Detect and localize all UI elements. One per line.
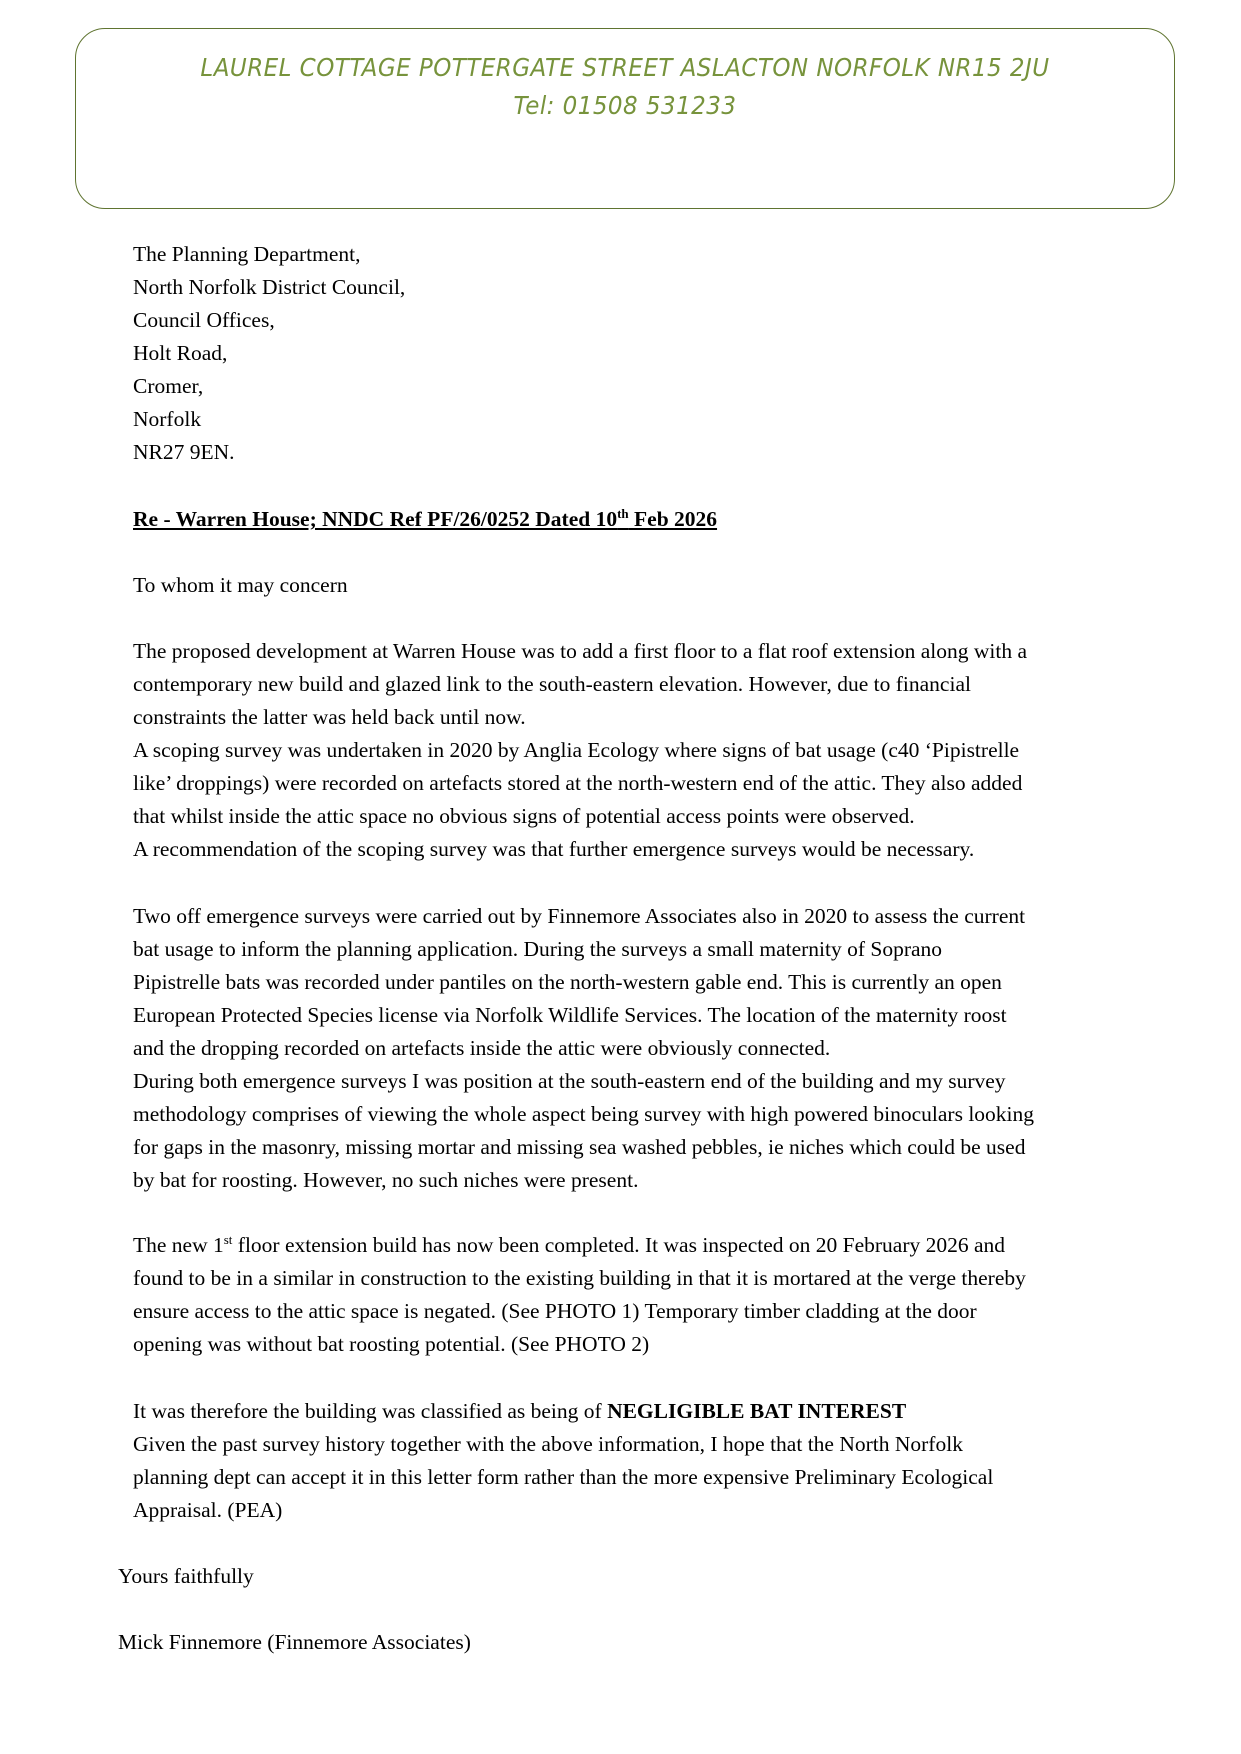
subject-line — [133, 503, 717, 536]
letterhead-box — [75, 28, 1175, 209]
salutation: To whom it may concern — [133, 573, 348, 597]
text-segment: floor extension build has now been completed. It was inspected on 20 February 2026 and — [232, 1233, 1006, 1257]
paragraph-1 — [133, 635, 1027, 866]
paragraph-2 — [133, 900, 1034, 1197]
text-line: Pipistrelle bats was recorded under pantiles on the north-western gable end. This is currently an open — [133, 970, 1002, 994]
superscript: st — [223, 1232, 233, 1247]
text-line: Given the past survey history together with the above information, I hope that the North Norfolk — [133, 1432, 963, 1456]
signature: Mick Finnemore (Finnemore Associates) — [118, 1630, 471, 1654]
text-line: North Norfolk District Council, — [133, 275, 406, 299]
text-line: Two off emergence surveys were carried out by Finnemore Associates also in 2020 to assess the current — [133, 904, 1026, 928]
text-segment: Feb 2026 — [628, 507, 718, 531]
text-line: like’ droppings) were recorded on artefacts stored at the north-western end of the attic. They also added — [133, 771, 1023, 795]
text-segment: Re - Warren House; NNDC Ref PF/26/0252 Dated 10 — [133, 507, 618, 531]
closing: Yours faithfully — [118, 1564, 254, 1588]
text-line — [133, 1395, 993, 1428]
text-line: The Planning Department, — [133, 242, 361, 266]
text-line: and the dropping recorded on artefacts inside the attic were obviously connected. — [133, 1036, 831, 1060]
text-line: methodology comprises of viewing the whole aspect being survey with high powered binoculars looking — [133, 1102, 1035, 1126]
text-segment: The new 1 — [133, 1233, 224, 1257]
superscript: th — [617, 506, 629, 521]
text-line: European Protected Species license via Norfolk Wildlife Services. The location of the maternity roost — [133, 1003, 1007, 1027]
letterhead-tel: Tel: 01508 531233 — [513, 91, 737, 120]
text-line: Council Offices, — [133, 308, 275, 332]
text-line — [133, 1229, 1026, 1262]
text-line: constraints the latter was held back until now. — [133, 705, 526, 729]
text-line: found to be in a similar in construction to the existing building in that it is mortared at the verge thereby — [133, 1266, 1026, 1290]
text-line: bat usage to inform the planning application. During the surveys a small maternity of Soprano — [133, 937, 943, 961]
letterhead-address: LAUREL COTTAGE POTTERGATE STREET ASLACTON NORFOLK NR15 2JU — [200, 53, 1050, 82]
text-line: The proposed development at Warren House was to add a first floor to a flat roof extension along with a — [133, 639, 1028, 663]
text-line: contemporary new build and glazed link to the south-eastern elevation. However, due to financial — [133, 672, 971, 696]
text-line: Cromer, — [133, 374, 204, 398]
text-line: that whilst inside the attic space no obvious signs of potential access points were observed. — [133, 804, 915, 828]
text-line: opening was without bat roosting potential. (See PHOTO 2) — [133, 1332, 650, 1356]
text-line: ensure access to the attic space is negated. (See PHOTO 1) Temporary timber cladding at the door — [133, 1299, 977, 1323]
text-line — [133, 503, 717, 536]
text-line: A scoping survey was undertaken in 2020 by Anglia Ecology where signs of bat usage (c40 ‘Pipistrelle — [133, 738, 1020, 762]
recipient-address — [133, 238, 405, 469]
text-line: Holt Road, — [133, 341, 228, 365]
text-line: planning dept can accept it in this letter form rather than the more expensive Preliminary Ecological — [133, 1465, 994, 1489]
text-line: During both emergence surveys I was position at the south-eastern end of the building and my survey — [133, 1069, 1006, 1093]
text-line: A recommendation of the scoping survey was that further emergence surveys would be necessary. — [133, 837, 975, 861]
bold-text: NEGLIGIBLE BAT INTEREST — [607, 1399, 907, 1423]
text-line: for gaps in the masonry, missing mortar and missing sea washed pebbles, ie niches which could be used — [133, 1135, 1026, 1159]
text-line: NR27 9EN. — [133, 440, 235, 464]
text-segment: It was therefore the building was classified as being of — [133, 1399, 608, 1423]
text-line: by bat for roosting. However, no such niches were present. — [133, 1168, 639, 1192]
paragraph-4 — [133, 1395, 993, 1527]
paragraph-3 — [133, 1229, 1026, 1361]
text-line: Appraisal. (PEA) — [133, 1498, 283, 1522]
text-line: Norfolk — [133, 407, 202, 431]
